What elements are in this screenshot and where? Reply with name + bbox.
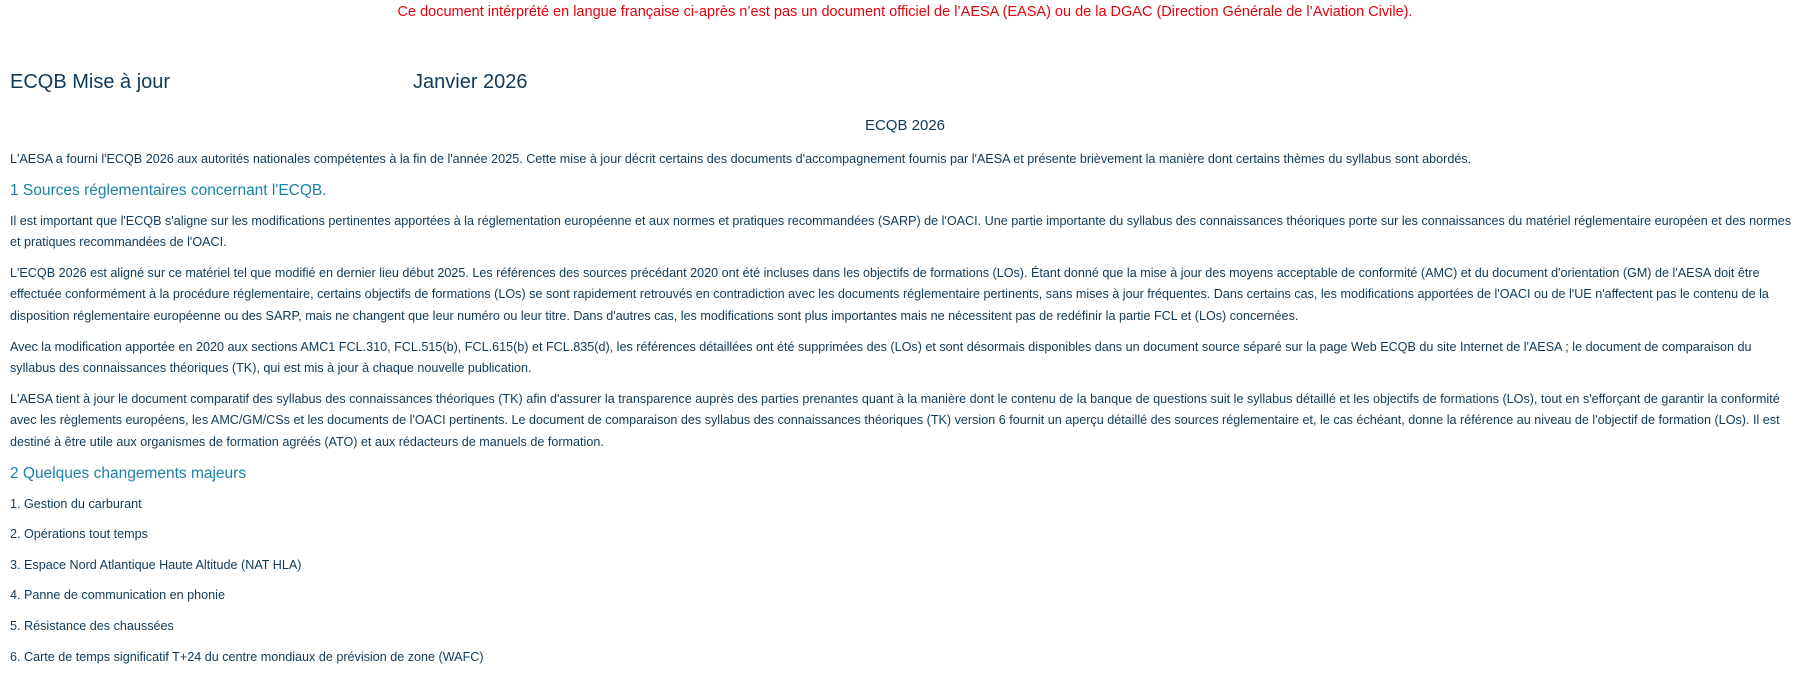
list-item: 4. Panne de communication en phonie <box>10 588 225 603</box>
list-item: 2. Opérations tout temps <box>10 527 148 542</box>
list-item: 3. Espace Nord Atlantique Haute Altitude (NAT HLA) <box>10 557 302 572</box>
section-1-heading: 1 Sources réglementaires concernant l'ECQB. <box>10 181 327 199</box>
section-1-paragraph: Avec la modification apportée en 2020 aux sections AMC1 FCL.310, FCL.515(b), FCL.615(b) et FCL.835(d), les références détaillées ont été supprimées des (LOs) et sont désormais disponibles dans un document source séparé sur la page Web ECQB du site Internet de l'AESA ; le document de comparaison du syllabus des connaissances théoriques (TK), qui est mis à jour à chaque nouvelle publication. <box>10 339 1752 376</box>
section-1-paragraph: L'ECQB 2026 est aligné sur ce matériel tel que modifié en dernier lieu début 2025. Les références des sources précédant 2020 ont été incluses dans les objectifs de formations (LOs). Étant donné que la mise à jour des moyens acceptable de conformité (AMC) et du document d'orientation (GM) de l'AESA doit être effectuée conformément à la procédure réglementaire, certains objectifs de formations (LOs) se sont rapidement retrouvés en contradiction avec les documents réglementaire pertinents, sans mises à jour fréquentes. Dans certains cas, les modifications apportées de l'OACI ou de l'UE n'affectent pas le contenu de la disposition réglementaire européenne ou des SARP, mais ne changent que leur numéro ou leur titre. Dans d'autres cas, les modifications sont plus importantes mais ne nécessitent pas de redéfinir la partie FCL et (LOs) concernées. <box>10 265 1769 323</box>
document-subtitle: ECQB 2026 <box>864 117 946 134</box>
document-date: Janvier 2026 <box>413 71 528 93</box>
section-1-paragraph: Il est important que l'ECQB s'aligne sur les modifications pertinentes apportées à la réglementation européenne et aux normes et pratiques recommandées (SARP) de l'OACI. Une partie importante du syllabus des connaissances théoriques porte sur les connaissances du matériel réglementaire européen et des normes et pratiques recommandées de l'OACI. <box>10 213 1792 250</box>
section-1-paragraph: L'AESA tient à jour le document comparatif des syllabus des connaissances théoriques (TK) afin d'assurer la transparence auprès des parties prenantes quant à la manière dont le contenu de la banque de questions suit le syllabus détaillé et les objectifs de formations (LOs), tout en s'efforçant de garantir la conformité avec les règlements européens, les AMC/GM/CSs et les documents de l'OACI pertinents. Le document de comparaison des syllabus des connaissances théoriques (TK) version 6 fournit un aperçu détaillé des sources réglementaire et, le cas échéant, donne la référence au niveau de l'objectif de formation (LOs). Il est destiné à être utile aux organismes de formation agréés (ATO) et aux rédacteurs de manuels de formation. <box>10 391 1780 449</box>
section-2-heading: 2 Quelques changements majeurs <box>10 464 247 482</box>
disclaimer-notice: Ce document intérprété en langue française ci-après n’est pas un document officiel de l’AESA (EASA) ou de la DGAC (Direction Générale de l’Aviation Civile). <box>397 4 1413 20</box>
list-item: 6. Carte de temps significatif T+24 du centre mondiaux de prévision de zone (WAFC) <box>10 649 484 664</box>
intro-paragraph: L'AESA a fourni l'ECQB 2026 aux autorités nationales compétentes à la fin de l'année 2025. Cette mise à jour décrit certains des documents d'accompagnement fournis par l'AESA et présente brièvement la manière dont certains thèmes du syllabus sont abordés. <box>10 152 1472 166</box>
list-item: 1. Gestion du carburant <box>10 496 142 511</box>
changes-list <box>10 494 1800 668</box>
list-item: 5. Résistance des chaussées <box>10 618 174 633</box>
document-header <box>10 71 1800 101</box>
document-title: ECQB Mise à jour <box>10 71 171 93</box>
document-page <box>10 0 1800 677</box>
